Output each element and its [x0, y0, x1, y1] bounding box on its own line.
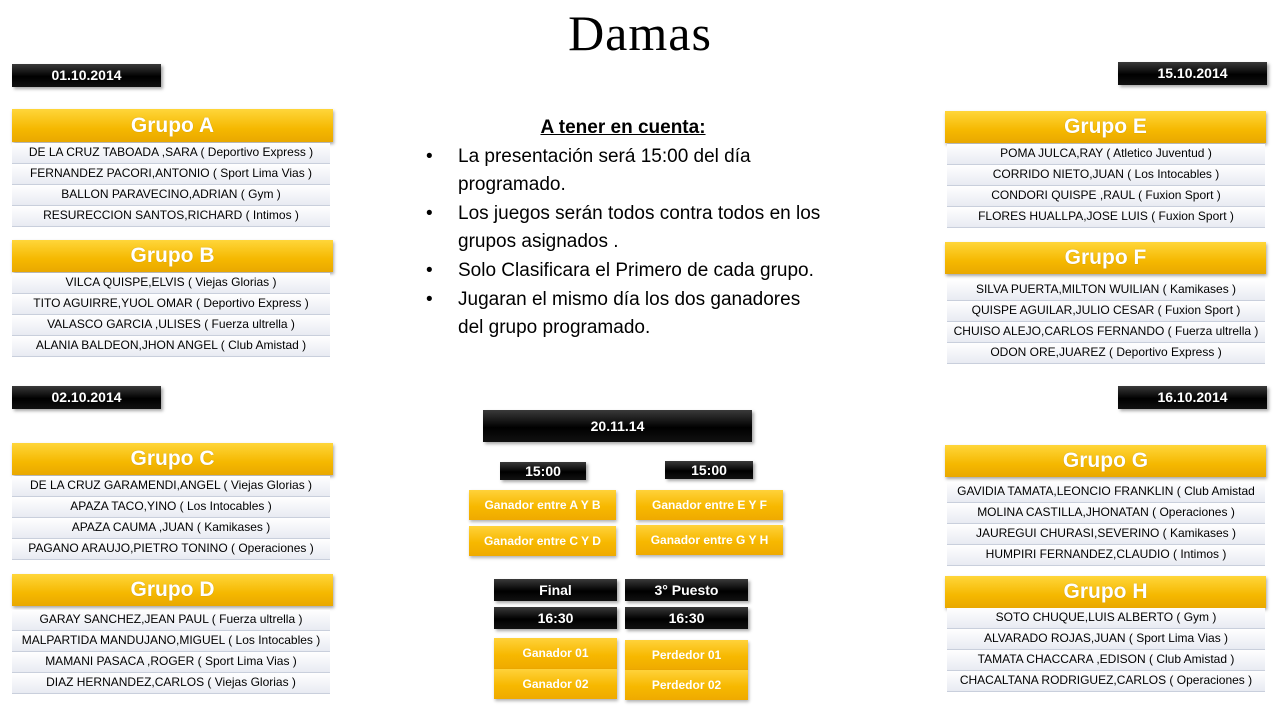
group-b-player: VALASCO GARCIA ,ULISES ( Fuerza ultrella ) [12, 315, 330, 336]
note-item: • Jugaran el mismo día los dos ganadores del grupo programado. [418, 286, 828, 343]
group-c-player: PAGANO ARAUJO,PIETRO TONINO ( Operaciones ) [12, 539, 330, 560]
group-e-player: CORRIDO NIETO,JUAN ( Los Intocables ) [947, 165, 1265, 186]
page-title: Damas [568, 5, 712, 61]
group-e-player: POMA JULCA,RAY ( Atletico Juventud ) [947, 144, 1265, 165]
group-f-player: CHUISO ALEJO,CARLOS FERNANDO ( Fuerza ultrella ) [947, 322, 1265, 343]
final-winner-2: Ganador 02 [494, 669, 617, 699]
group-d-player: GARAY SANCHEZ,JEAN PAUL ( Fuerza ultrella ) [12, 610, 330, 631]
date-label-4: 16.10.2014 [1118, 386, 1267, 409]
group-e-player: FLORES HUALLPA,JOSE LUIS ( Fuxion Sport ) [947, 207, 1265, 228]
group-a-player: BALLON PARAVECINO,ADRIAN ( Gym ) [12, 185, 330, 206]
notes-panel [418, 114, 828, 343]
group-f-player: SILVA PUERTA,MILTON WUILIAN ( Kamikases ) [947, 280, 1265, 301]
group-g-list [947, 482, 1265, 566]
date-label-2: 02.10.2014 [12, 386, 161, 409]
group-c-player: APAZA CAUMA ,JUAN ( Kamikases ) [12, 518, 330, 539]
group-e-header: Grupo E [945, 111, 1266, 143]
group-g-header: Grupo G [945, 445, 1266, 477]
notes-list [418, 143, 828, 343]
group-d-player: DIAZ HERNANDEZ,CARLOS ( Viejas Glorias ) [12, 673, 330, 694]
group-d-header: Grupo D [12, 574, 333, 606]
group-a-player: DE LA CRUZ TABOADA ,SARA ( Deportivo Express ) [12, 143, 330, 164]
group-h-player: TAMATA CHACCARA ,EDISON ( Club Amistad ) [947, 650, 1265, 671]
group-f-list [947, 280, 1265, 364]
group-c-player: DE LA CRUZ GARAMENDI,ANGEL ( Viejas Glorias ) [12, 476, 330, 497]
note-item: • Los juegos serán todos contra todos en los grupos asignados . [418, 200, 828, 257]
group-f-header: Grupo F [945, 242, 1266, 274]
group-a-header: Grupo A [12, 109, 333, 142]
group-b-player: VILCA QUISPE,ELVIS ( Viejas Glorias ) [12, 273, 330, 294]
note-item: • Solo Clasificara el Primero de cada grupo. [418, 257, 828, 286]
group-h-player: CHACALTANA RODRIGUEZ,CARLOS ( Operaciones ) [947, 671, 1265, 692]
group-h-header: Grupo H [945, 576, 1266, 608]
group-b-header: Grupo B [12, 240, 333, 272]
group-b-list [12, 273, 330, 357]
group-c-header: Grupo C [12, 443, 333, 475]
group-f-player: ODON ORE,JUAREZ ( Deportivo Express ) [947, 343, 1265, 364]
group-h-player: ALVARADO ROJAS,JUAN ( Sport Lima Vias ) [947, 629, 1265, 650]
final-winner-1: Ganador 01 [494, 638, 617, 669]
match-cd: Ganador entre C Y D [469, 526, 616, 556]
group-g-player: HUMPIRI FERNANDEZ,CLAUDIO ( Intimos ) [947, 545, 1265, 566]
group-d-player: MALPARTIDA MANDUJANO,MIGUEL ( Los Intocables ) [12, 631, 330, 652]
group-b-player: TITO AGUIRRE,YUOL OMAR ( Deportivo Express ) [12, 294, 330, 315]
third-loser-1: Perdedor 01 [625, 640, 748, 670]
note-item: • La presentación será 15:00 del día programado. [418, 143, 828, 200]
semifinal-time-right: 15:00 [665, 461, 753, 479]
group-g-player: MOLINA CASTILLA,JHONATAN ( Operaciones ) [947, 503, 1265, 524]
match-ef: Ganador entre E Y F [636, 490, 783, 520]
group-d-player: MAMANI PASACA ,ROGER ( Sport Lima Vias ) [12, 652, 330, 673]
notes-title: A tener en cuenta: [540, 117, 706, 138]
group-a-list [12, 143, 330, 227]
group-b-player: ALANIA BALDEON,JHON ANGEL ( Club Amistad ) [12, 336, 330, 357]
semifinal-time-left: 15:00 [500, 462, 586, 480]
match-ab: Ganador entre A Y B [469, 490, 616, 520]
third-loser-2: Perdedor 02 [625, 670, 748, 700]
match-gh: Ganador entre G Y H [636, 525, 783, 555]
group-a-player: RESURECCION SANTOS,RICHARD ( Intimos ) [12, 206, 330, 227]
group-a-player: FERNANDEZ PACORI,ANTONIO ( Sport Lima Vias ) [12, 164, 330, 185]
date-label-1: 01.10.2014 [12, 64, 161, 87]
finals-date: 20.11.14 [483, 410, 752, 442]
third-place-label: 3° Puesto [625, 579, 748, 601]
final-time: 16:30 [494, 607, 617, 629]
group-g-player: JAUREGUI CHURASI,SEVERINO ( Kamikases ) [947, 524, 1265, 545]
group-e-list [947, 144, 1265, 228]
group-f-player: QUISPE AGUILAR,JULIO CESAR ( Fuxion Sport ) [947, 301, 1265, 322]
group-h-player: SOTO CHUQUE,LUIS ALBERTO ( Gym ) [947, 608, 1265, 629]
third-place-time: 16:30 [625, 607, 748, 629]
group-c-list [12, 476, 330, 560]
group-d-list [12, 610, 330, 694]
group-e-player: CONDORI QUISPE ,RAUL ( Fuxion Sport ) [947, 186, 1265, 207]
date-label-3: 15.10.2014 [1118, 62, 1267, 85]
group-g-player: GAVIDIA TAMATA,LEONCIO FRANKLIN ( Club Amistad [947, 482, 1265, 503]
final-label: Final [494, 579, 617, 601]
group-c-player: APAZA TACO,YINO ( Los Intocables ) [12, 497, 330, 518]
group-h-list [947, 608, 1265, 692]
